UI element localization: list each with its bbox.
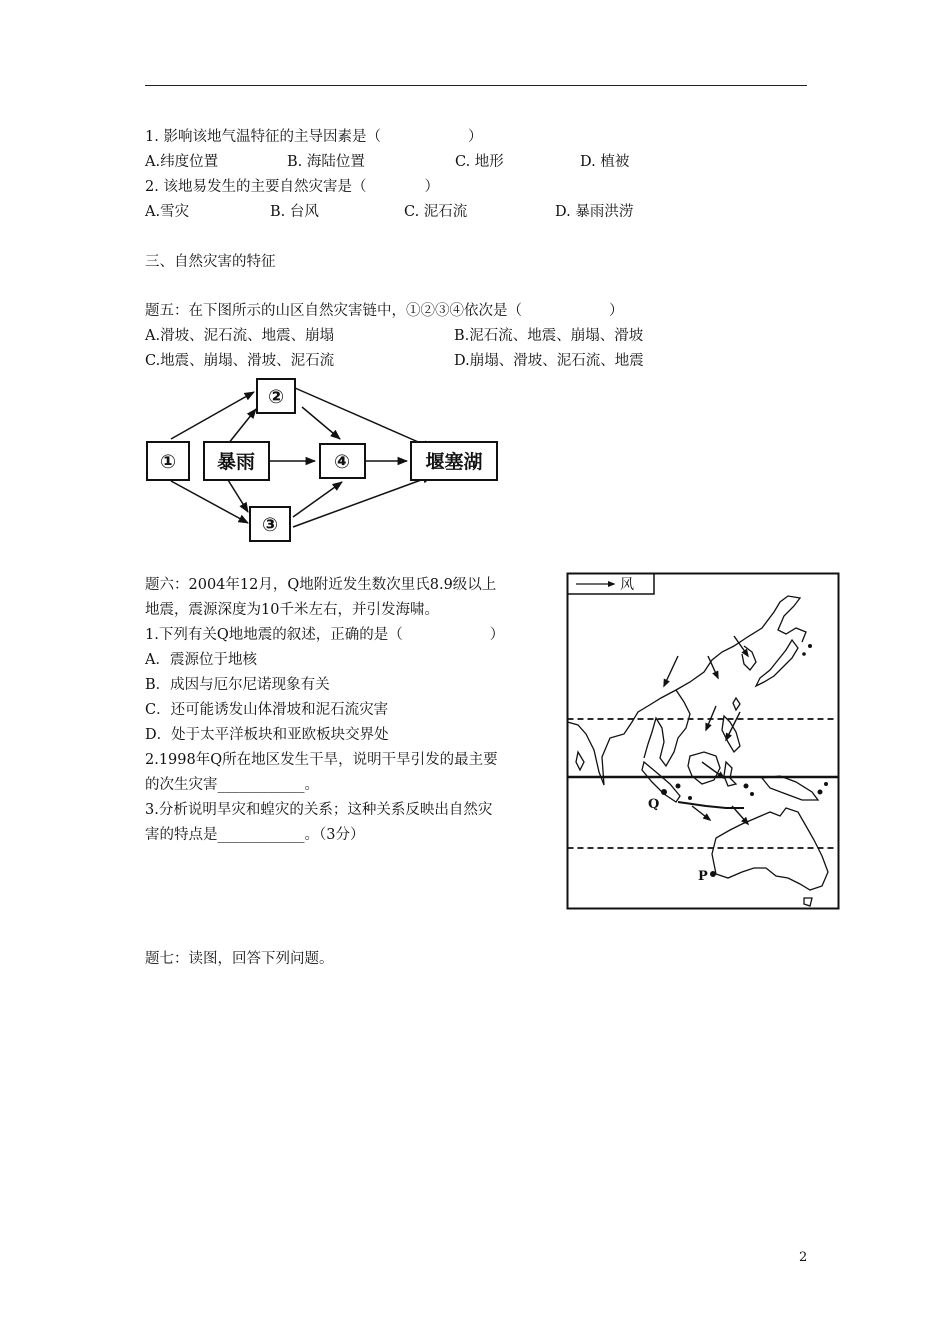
q2-option-d: D. 暴雨洪涝 xyxy=(555,204,634,220)
q6-sub2-line1: 2.1998年Q所在地区发生干旱，说明干旱引发的最主要 xyxy=(145,752,498,768)
q1-option-c: C. 地形 xyxy=(455,154,504,170)
diagram-label-2: ② xyxy=(267,386,285,408)
q6-sub2-line2: 的次生灾害____________。 xyxy=(145,777,319,793)
q2-stem: 2. 该地易发生的主要自然灾害是（ ） xyxy=(145,179,439,195)
header-rule xyxy=(145,85,807,86)
q2-option-a: A.雪灾 xyxy=(145,204,190,220)
q1-option-d: D. 植被 xyxy=(580,154,630,170)
q5-option-a: A.滑坡、泥石流、地震、崩塌 xyxy=(145,328,335,344)
page-number: 2 xyxy=(799,1250,808,1265)
diagram-label-3: ③ xyxy=(261,514,279,536)
q6-intro-line1: 题六：2004年12月，Q地附近发生数次里氏8.9级以上 xyxy=(145,577,497,593)
map-legend-label: 风 xyxy=(620,577,634,593)
q5-option-d: D.崩塌、滑坡、泥石流、地震 xyxy=(454,353,644,369)
section-heading: 三、自然灾害的特征 xyxy=(145,254,276,270)
q2-option-b: B. 台风 xyxy=(270,204,319,220)
q6-sub1-option-b: B．成因与厄尔尼诺现象有关 xyxy=(145,677,330,693)
q7-stem: 题七：读图，回答下列问题。 xyxy=(145,951,334,967)
q6-sub3-line2: 害的特点是____________。（3分） xyxy=(145,827,365,843)
q6-sub1-stem: 1.下列有关Q地地震的叙述，正确的是（ ） xyxy=(145,627,505,643)
q6-sub3-line1: 3.分析说明旱灾和蝗灾的关系；这种关系反映出自然灾 xyxy=(145,802,493,818)
q5-option-b: B.泥石流、地震、崩塌、滑坡 xyxy=(454,328,644,344)
q6-intro-line2: 地震，震源深度为10千米左右，并引发海啸。 xyxy=(145,602,439,618)
diagram-label-rain: 暴雨 xyxy=(216,451,256,473)
map-point-q-marker xyxy=(661,789,667,795)
q5-option-c: C.地震、崩塌、滑坡、泥石流 xyxy=(145,353,335,369)
q5-stem: 题五：在下图所示的山区自然灾害链中，①②③④依次是（ ） xyxy=(145,303,624,319)
map-point-p-marker xyxy=(710,871,716,877)
q1-option-a: A.纬度位置 xyxy=(145,154,219,170)
q6-sub1-option-d: D．处于太平洋板块和亚欧板块交界处 xyxy=(145,727,389,743)
asia-pacific-map xyxy=(566,572,841,912)
q2-option-c: C. 泥石流 xyxy=(404,204,468,220)
diagram-label-1: ① xyxy=(159,451,177,473)
q6-sub1-option-a: A．震源位于地核 xyxy=(145,652,257,668)
q6-sub1-option-c: C．还可能诱发山体滑坡和泥石流灾害 xyxy=(145,702,389,718)
diagram-label-lake: 堰塞湖 xyxy=(425,451,483,473)
q1-option-b: B. 海陆位置 xyxy=(287,154,365,170)
disaster-chain-diagram xyxy=(140,372,510,550)
q1-stem: 1. 影响该地气温特征的主导因素是（ ） xyxy=(145,129,483,145)
map-label-q: Q xyxy=(648,797,660,812)
map-label-p: P xyxy=(698,869,708,884)
diagram-label-4: ④ xyxy=(333,451,351,473)
